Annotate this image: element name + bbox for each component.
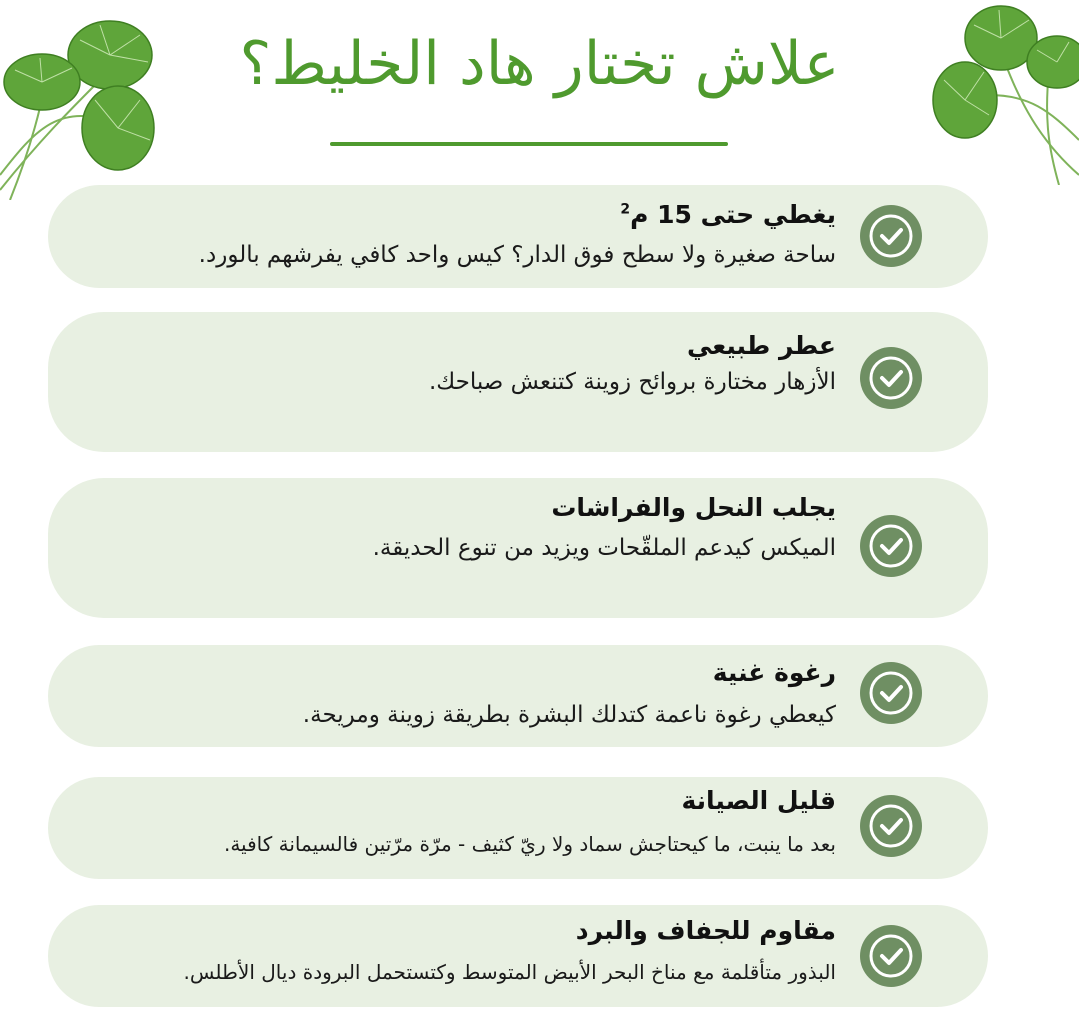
feature-card-resistance [48, 905, 988, 1007]
check-icon [860, 925, 922, 987]
feature-card-maintenance [48, 777, 988, 879]
check-icon [860, 662, 922, 724]
feature-description: الأزهار مختارة بروائح زوينة كتنعش صباحك. [428, 369, 836, 395]
feature-description: الميكس كيدعم الملقّحات ويزيد من تنوع الحديقة. [372, 535, 836, 561]
feature-card-coverage [48, 185, 988, 288]
feature-description: بعد ما ينبت، ما كيحتاجش سماد ولا ريّ كثيف - مرّة مرّتين فالسيمانة كافية. [223, 832, 836, 856]
check-icon [860, 347, 922, 409]
feature-description: ساحة صغيرة ولا سطح فوق الدار؟ كيس واحد كافي يفرشهم بالورد. [198, 242, 836, 268]
check-icon [860, 515, 922, 577]
feature-description: البذور متأقلمة مع مناخ البحر الأبيض المتوسط وكتستحمل البرودة ديال الأطلس. [183, 960, 836, 984]
feature-card-fragrance [48, 312, 988, 452]
page-title: علاش تختار هاد الخليط؟ [239, 29, 840, 99]
check-icon [860, 205, 922, 267]
feature-card-foam [48, 645, 988, 747]
title-underline [330, 142, 728, 146]
feature-description: كيعطي رغوة ناعمة كتدلك البشرة بطريقة زوينة ومريحة. [302, 702, 836, 728]
feature-card-pollinators [48, 478, 988, 618]
feature-title: يجلب النحل والفراشات [551, 493, 836, 522]
check-icon [860, 795, 922, 857]
feature-title: مقاوم للجفاف والبرد [575, 916, 836, 945]
feature-title: قليل الصيانة [681, 786, 836, 815]
feature-title: رغوة غنية [712, 658, 836, 687]
feature-title: يغطي حتى 15 م$^2$ [620, 200, 836, 229]
feature-title: عطر طبيعي [686, 331, 836, 360]
